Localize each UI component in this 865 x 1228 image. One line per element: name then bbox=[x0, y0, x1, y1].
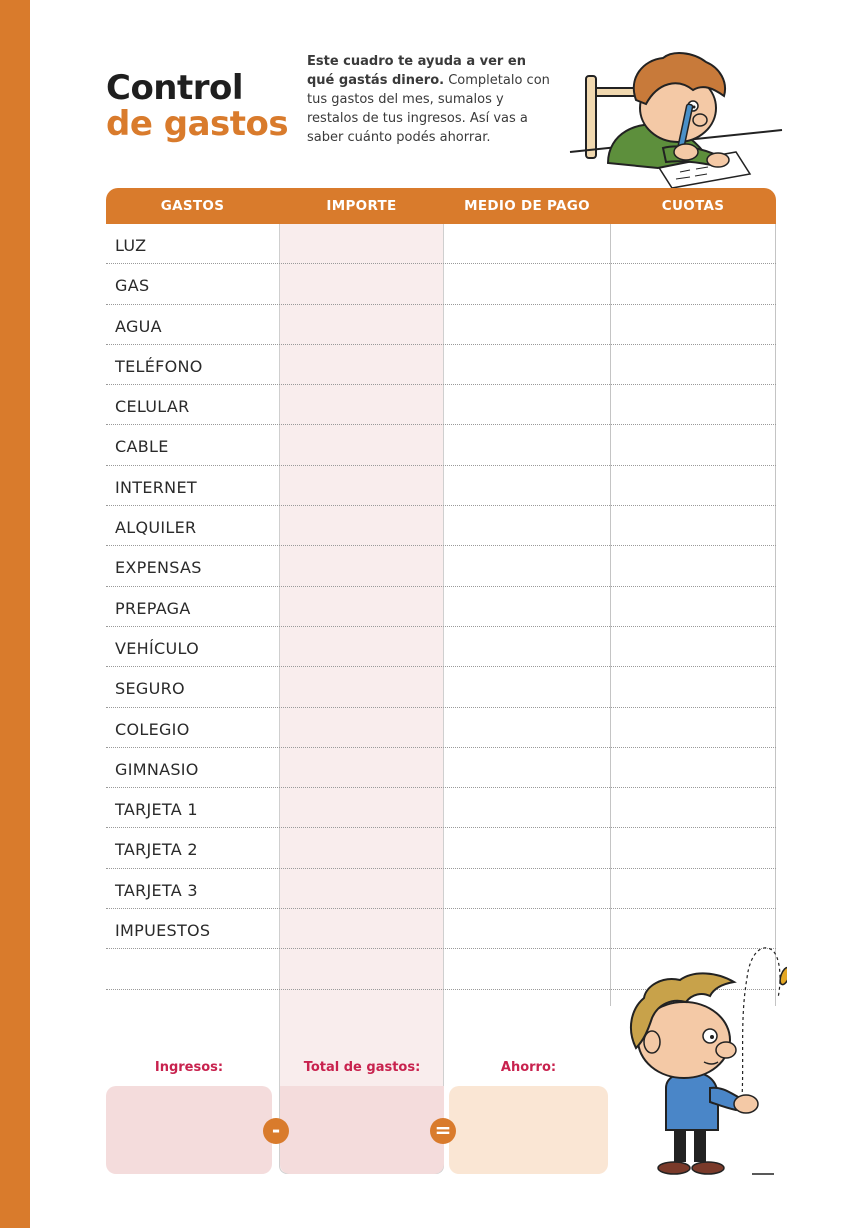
row-label: TELÉFONO bbox=[115, 356, 203, 376]
row-label: INTERNET bbox=[115, 477, 197, 497]
table-row bbox=[106, 345, 776, 385]
row-label: GAS bbox=[115, 276, 150, 296]
minus-sign: - bbox=[263, 1118, 289, 1144]
total-gastos-box bbox=[280, 1086, 444, 1174]
boy-coin-illustration bbox=[622, 938, 787, 1183]
row-label: TARJETA 1 bbox=[115, 800, 198, 820]
expense-table-body bbox=[106, 224, 776, 990]
ahorro-label: Ahorro: bbox=[500, 1060, 557, 1075]
row-label: CELULAR bbox=[115, 397, 190, 417]
row-label: COLEGIO bbox=[115, 719, 190, 739]
column-header-importe: IMPORTE bbox=[326, 198, 397, 214]
row-label: TARJETA 3 bbox=[115, 880, 198, 900]
intro-text bbox=[307, 52, 552, 147]
ahorro-box bbox=[449, 1086, 608, 1174]
row-label: EXPENSAS bbox=[115, 558, 202, 578]
ingresos-box bbox=[106, 1086, 272, 1174]
table-row bbox=[106, 224, 776, 264]
row-label: IMPUESTOS bbox=[115, 921, 211, 941]
row-label: PREPAGA bbox=[115, 598, 191, 618]
table-header bbox=[106, 188, 776, 224]
table-row bbox=[106, 385, 776, 425]
total-gastos-label: Total de gastos: bbox=[303, 1060, 421, 1075]
table-row bbox=[106, 788, 776, 828]
intro-bold: Este cuadro te ayuda a ver en qué gastás dinero. bbox=[307, 54, 526, 88]
ingresos-label: Ingresos: bbox=[154, 1060, 224, 1075]
title-line-1: Control bbox=[106, 68, 244, 108]
column-header-cuotas: CUOTAS bbox=[661, 198, 725, 214]
column-header-gastos: GASTOS bbox=[160, 198, 225, 214]
row-label: VEHÍCULO bbox=[115, 638, 200, 658]
table-row bbox=[106, 708, 776, 748]
side-bar bbox=[0, 0, 30, 1228]
table-row bbox=[106, 748, 776, 788]
table-row bbox=[106, 305, 776, 345]
table-row bbox=[106, 546, 776, 586]
row-label: AGUA bbox=[115, 316, 162, 336]
table-row bbox=[106, 587, 776, 627]
table-row bbox=[106, 869, 776, 909]
page-title bbox=[106, 70, 288, 142]
title-line-2: de gastos bbox=[106, 104, 289, 144]
column-header-medio-de-pago: MEDIO DE PAGO bbox=[464, 198, 590, 214]
equals-sign: = bbox=[430, 1118, 456, 1144]
row-label: ALQUILER bbox=[115, 518, 197, 538]
table-row bbox=[106, 264, 776, 304]
intro-rest: Completalo con tus gastos del mes, sumalos y restalos de tus ingresos. Así vas a saber cuánto podés ahorrar. bbox=[307, 73, 550, 145]
row-label: LUZ bbox=[115, 236, 147, 255]
boy-writing-illustration bbox=[568, 48, 786, 193]
row-label: TARJETA 2 bbox=[115, 840, 198, 860]
table-row bbox=[106, 466, 776, 506]
table-row bbox=[106, 627, 776, 667]
row-label: CABLE bbox=[115, 437, 169, 457]
table-row bbox=[106, 425, 776, 465]
row-label: GIMNASIO bbox=[115, 759, 199, 779]
table-row bbox=[106, 828, 776, 868]
table-row bbox=[106, 506, 776, 546]
table-row bbox=[106, 667, 776, 707]
row-label: SEGURO bbox=[115, 679, 185, 699]
